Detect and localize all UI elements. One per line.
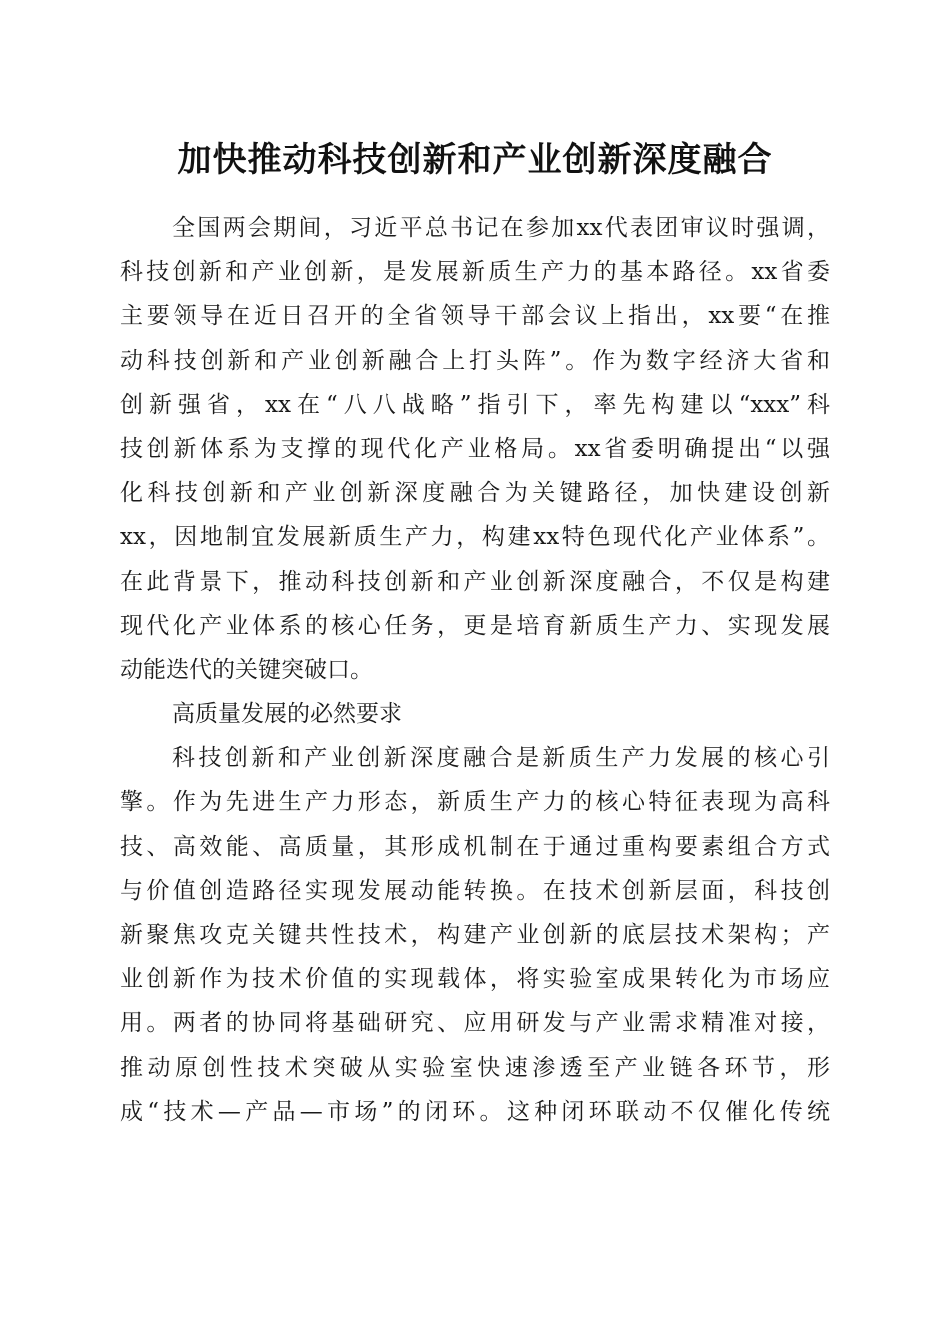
paragraph-section	[120, 736, 830, 1134]
text-line: 化科技创新和产业创新深度融合为关键路径，加快建设创新	[120, 480, 830, 507]
section-heading: 高质量发展的必然要求	[172, 701, 402, 728]
text-line: 主要领导在近日召开的全省领导干部会议上指出，xx要“在推	[120, 303, 830, 330]
text-line: 新聚焦攻克关键共性技术，构建产业创新的底层技术架构；产	[120, 922, 830, 948]
text-line: 擎。作为先进生产力形态，新质生产力的核心特征表现为高科	[120, 789, 830, 816]
text-line: 科技创新和产业创新，是发展新质生产力的基本路径。xx省委	[120, 259, 830, 286]
text-line: 技、高效能、高质量，其形成机制在于通过重构要素组合方式	[120, 833, 830, 860]
text-line: 推动原创性技术突破从实验室快速渗透至产业链各环节，形	[120, 1054, 830, 1081]
text-line: 技创新体系为支撑的现代化产业格局。xx省委明确提出“以强	[120, 435, 830, 462]
text-line: 全国两会期间，习近平总书记在参加xx代表团审议时强调，	[172, 215, 830, 241]
document-title: 加快推动科技创新和产业创新深度融合	[177, 140, 773, 180]
text-line: 与价值创造路径实现发展动能转换。在技术创新层面，科技创	[120, 877, 830, 904]
text-line: 在此背景下，推动科技创新和产业创新深度融合，不仅是构建	[120, 568, 830, 595]
paragraph-intro	[120, 206, 830, 692]
text-line: 用。两者的协同将基础研究、应用研发与产业需求精准对接，	[120, 1010, 830, 1037]
text-line: xx，因地制宜发展新质生产力，构建xx特色现代化产业体系”。	[120, 524, 830, 551]
text-line: 创新强省，xx在“八八战略”指引下，率先构建以“xxx”科	[120, 391, 830, 418]
text-line: 动科技创新和产业创新融合上打头阵”。作为数字经济大省和	[120, 347, 830, 374]
text-line: 成“技术—产品—市场”的闭环。这种闭环联动不仅催化传统	[120, 1098, 830, 1125]
text-line: 动能迭代的关键突破口。	[120, 656, 373, 683]
text-line: 业创新作为技术价值的实现载体，将实验室成果转化为市场应	[120, 966, 830, 993]
text-line: 科技创新和产业创新深度融合是新质生产力发展的核心引	[172, 745, 830, 772]
text-line: 现代化产业体系的核心任务，更是培育新质生产力、实现发展	[120, 612, 830, 639]
document-body	[120, 206, 830, 1134]
